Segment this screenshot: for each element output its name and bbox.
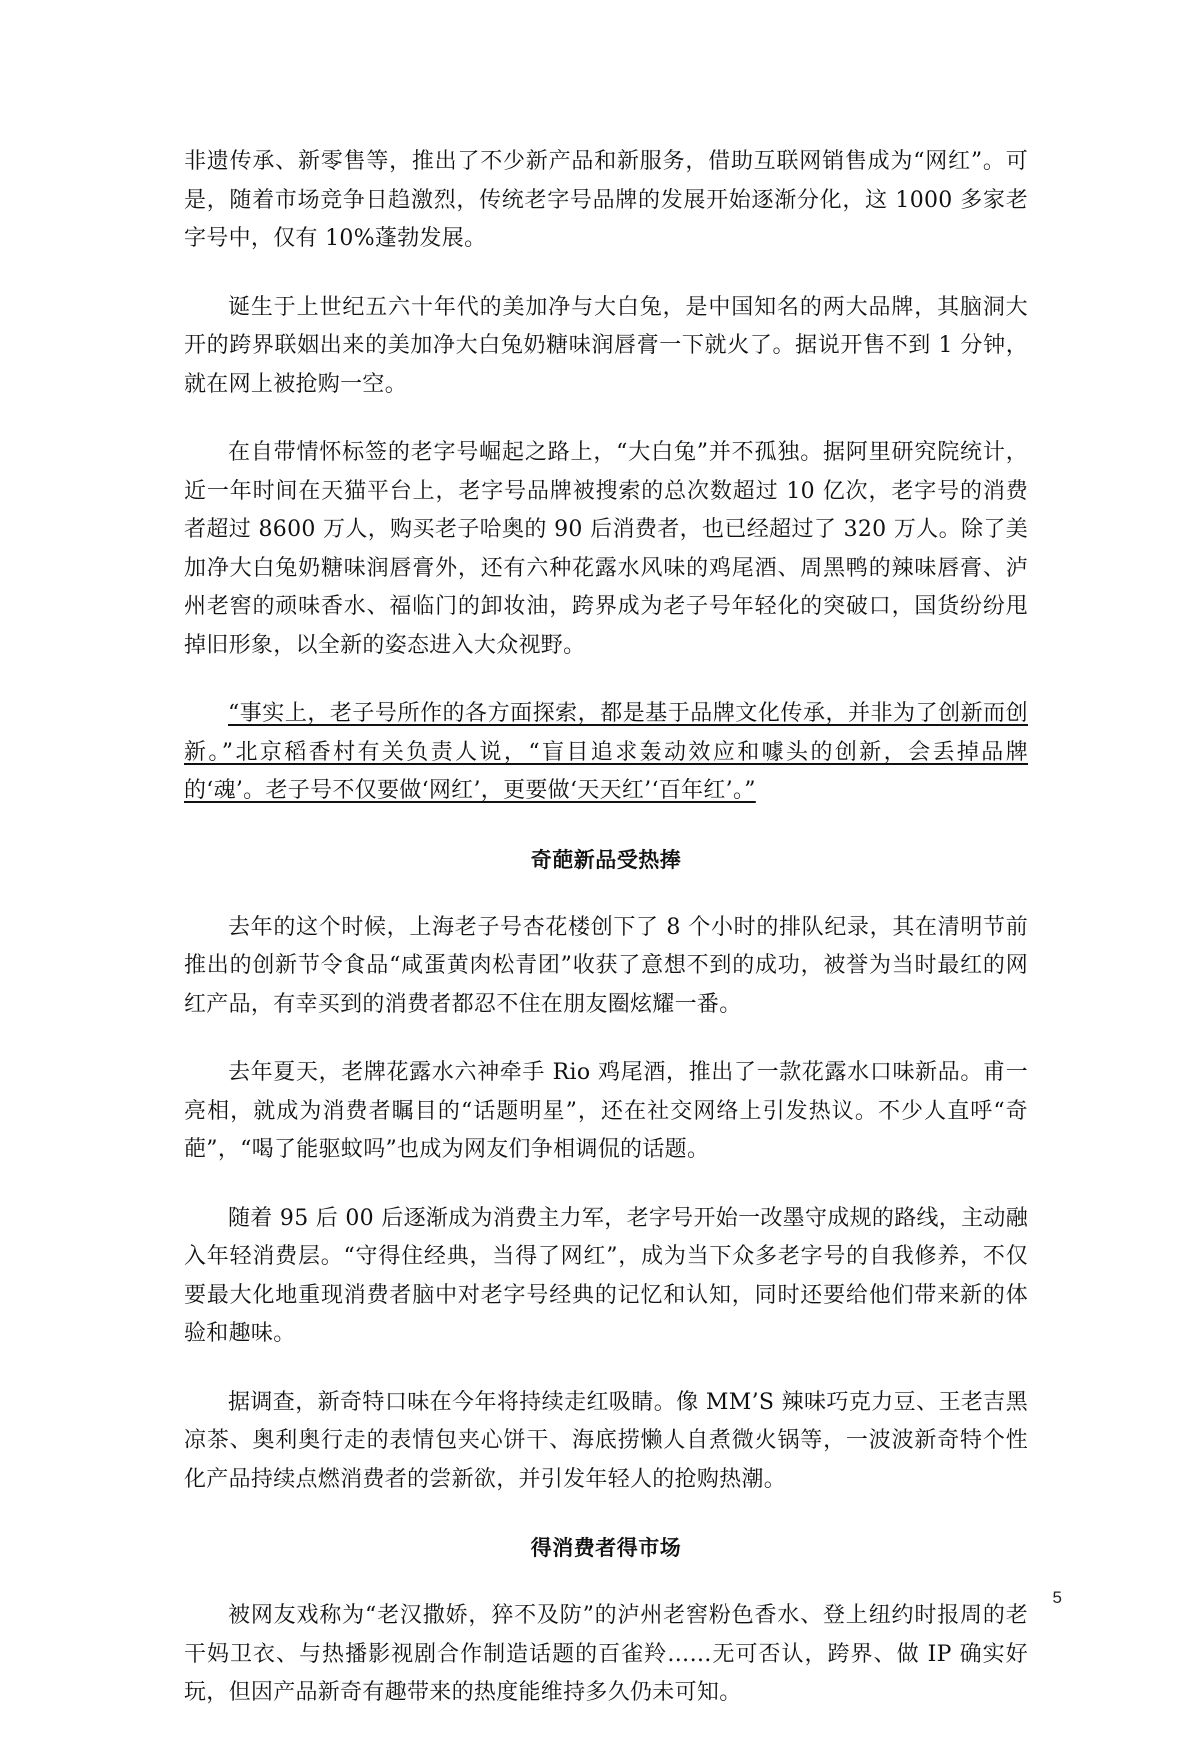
paragraph: 诞生于上世纪五六十年代的美加净与大白兔，是中国知名的两大品牌，其脑洞大开的跨界联姻出来的美加净大白兔奶糖味润唇膏一下就火了。据说开售不到 1 分钟，就在网上被抢购一空。 <box>184 294 1028 397</box>
paragraph: 随着 95 后 00 后逐渐成为消费主力军，老字号开始一改墨守成规的路线，主动融入年轻消费层。“守得住经典，当得了网红”，成为当下众多老字号的自我修养，不仅要最大化地重现消费者脑中对老字号经典的记忆和认知，同时还要给他们带来新的体验和趣味。 <box>184 1205 1028 1346</box>
paragraph: 去年夏天，老牌花露水六神牵手 Rio 鸡尾酒，推出了一款花露水口味新品。甫一亮相，就成为消费者瞩目的“话题明星”，还在社交网络上引发热议。不少人直呼“奇葩”，“喝了能驱蚊吗”也成为网友们争相调侃的话题。 <box>184 1060 1028 1162</box>
section-heading: 奇葩新品受热捧 <box>530 847 682 872</box>
article-body <box>184 143 1028 1743</box>
page-number: 5 <box>1052 1588 1062 1607</box>
paragraph: 在自带情怀标签的老字号崛起之路上，“大白兔”并不孤独。据阿里研究院统计，近一年时间在天猫平台上，老字号品牌被搜索的总次数超过 10 亿次，老字号的消费者超过 8600 万人，购买老子哈奥的 90 后消费者，也已经超过了 320 万人。除了美加净大白兔奶糖味润唇膏外，还有六种花露水风味的鸡尾酒、周黑鸭的辣味唇膏、泸州老窖的顽味香水、福临门的卸妆油，跨界成为老子号年轻化的突破口，国货纷纷甩掉旧形象，以全新的姿态进入大众视野。 <box>184 440 1028 658</box>
paragraph: 去年的这个时候，上海老子号杏花楼创下了 8 个小时的排队纪录，其在清明节前推出的创新节令食品“咸蛋黄肉松青团”收获了意想不到的成功，被誉为当时最红的网红产品，有幸买到的消费者都忍不住在朋友圈炫耀一番。 <box>184 914 1028 1017</box>
paragraph: 被网友戏称为“老汉撒娇，猝不及防”的泸州老窖粉色香水、登上纽约时报周的老干妈卫衣、与热播影视剧合作制造话题的百雀羚……无可否认，跨界、做 IP 确实好玩，但因产品新奇有趣带来的热度能维持多久仍未可知。 <box>184 1603 1028 1705</box>
paragraph: 据调查，新奇特口味在今年将持续走红吸睛。像 MM’S 辣味巧克力豆、王老吉黑凉茶、奥利奥行走的表情包夹心饼干、海底捞懒人自煮微火锅等，一波波新奇特个性化产品持续点燃消费者的尝新欲，并引发年轻人的抢购热潮。 <box>184 1389 1028 1492</box>
section-heading: 得消费者得市场 <box>530 1536 682 1560</box>
quote-paragraph: “事实上，老子号所作的各方面探索，都是基于品牌文化传承，并非为了创新而创新。”北京稻香村有关负责人说，“盲目追求轰动效应和噱头的创新，会丢掉品牌的‘魂’。老子号不仅要做‘网红’，更要做‘天天红’‘百年红’。” <box>184 701 1028 803</box>
paragraph: 非遗传承、新零售等，推出了不少新产品和新服务，借助互联网销售成为“网红”。可是，随着市场竞争日趋激烈，传统老字号品牌的发展开始逐渐分化，这 1000 多家老字号中，仅有 10%蓬勃发展。 <box>184 149 1028 251</box>
